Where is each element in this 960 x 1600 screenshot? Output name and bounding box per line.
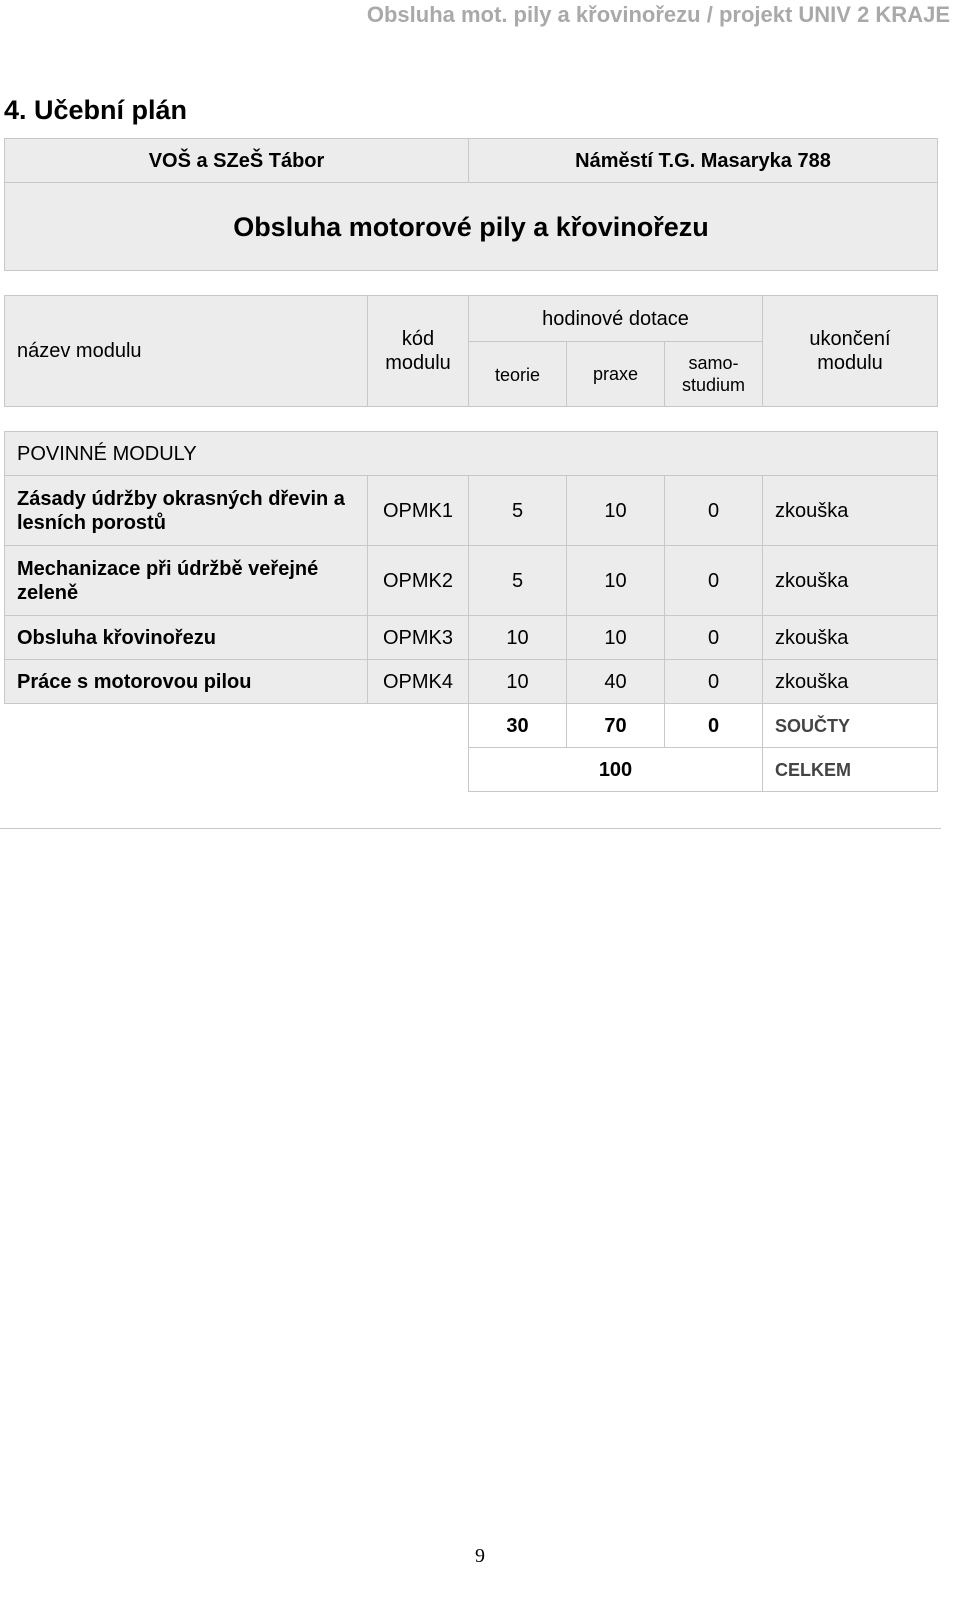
- module-completion: zkouška: [762, 659, 938, 704]
- module-name: Mechanizace při údržbě veřejné zeleně: [4, 545, 368, 616]
- column-header-practice: praxe: [566, 341, 665, 407]
- module-code: OPMK2: [367, 545, 469, 616]
- module-theory-hours: 10: [468, 659, 567, 704]
- mandatory-modules-label: POVINNÉ MODULY: [4, 431, 938, 476]
- module-theory-hours: 10: [468, 615, 567, 660]
- module-code: OPMK3: [367, 615, 469, 660]
- module-practice-hours: 10: [566, 615, 665, 660]
- completion-header-line2: modulu: [817, 352, 883, 374]
- module-name: Práce s motorovou pilou: [4, 659, 368, 704]
- column-header-hours-group: hodinové dotace: [468, 295, 763, 342]
- module-self-study-hours: 0: [664, 615, 763, 660]
- self-study-header-line1: samo-: [688, 353, 739, 373]
- totals-label: SOUČTY: [762, 703, 938, 748]
- module-code-header-line1: kód: [401, 328, 435, 350]
- module-code: OPMK4: [367, 659, 469, 704]
- section-title: 4. Učební plán: [4, 95, 188, 125]
- column-header-theory: teorie: [468, 341, 567, 407]
- module-code: OPMK1: [367, 475, 469, 546]
- module-self-study-hours: 0: [664, 545, 763, 616]
- total-practice-hours: 70: [566, 703, 665, 748]
- column-header-module-name: název modulu: [4, 295, 368, 407]
- completion-header-line1: ukončení: [809, 328, 891, 350]
- module-practice-hours: 10: [566, 545, 665, 616]
- column-header-self-study: [664, 341, 763, 407]
- module-name: Obsluha křovinořezu: [4, 615, 368, 660]
- module-name: Zásady údržby okrasných dřevin a lesních porostů: [4, 475, 368, 546]
- module-self-study-hours: 0: [664, 475, 763, 546]
- column-header-module-code: [367, 295, 469, 407]
- module-code-header-line2: modulu: [385, 352, 451, 374]
- total-theory-hours: 30: [468, 703, 567, 748]
- course-title: Obsluha motorové pily a křovinořezu: [4, 182, 938, 271]
- grand-total-label: CELKEM: [762, 747, 938, 792]
- running-header: Obsluha mot. pily a křovinořezu / projekt UNIV 2 KRAJE: [366, 2, 950, 27]
- module-completion: zkouška: [762, 475, 938, 546]
- column-header-completion: [762, 295, 938, 407]
- grand-total-hours: 100: [468, 747, 763, 792]
- module-practice-hours: 40: [566, 659, 665, 704]
- self-study-header-line2: studium: [681, 375, 746, 395]
- separator-line: [0, 828, 941, 829]
- module-practice-hours: 10: [566, 475, 665, 546]
- module-theory-hours: 5: [468, 475, 567, 546]
- module-completion: zkouška: [762, 615, 938, 660]
- school-address: Náměstí T.G. Masaryka 788: [468, 138, 938, 183]
- school-name: VOŠ a SZeŠ Tábor: [4, 138, 469, 183]
- total-self-study-hours: 0: [664, 703, 763, 748]
- module-self-study-hours: 0: [664, 659, 763, 704]
- module-theory-hours: 5: [468, 545, 567, 616]
- page-number: 9: [475, 1545, 485, 1567]
- module-completion: zkouška: [762, 545, 938, 616]
